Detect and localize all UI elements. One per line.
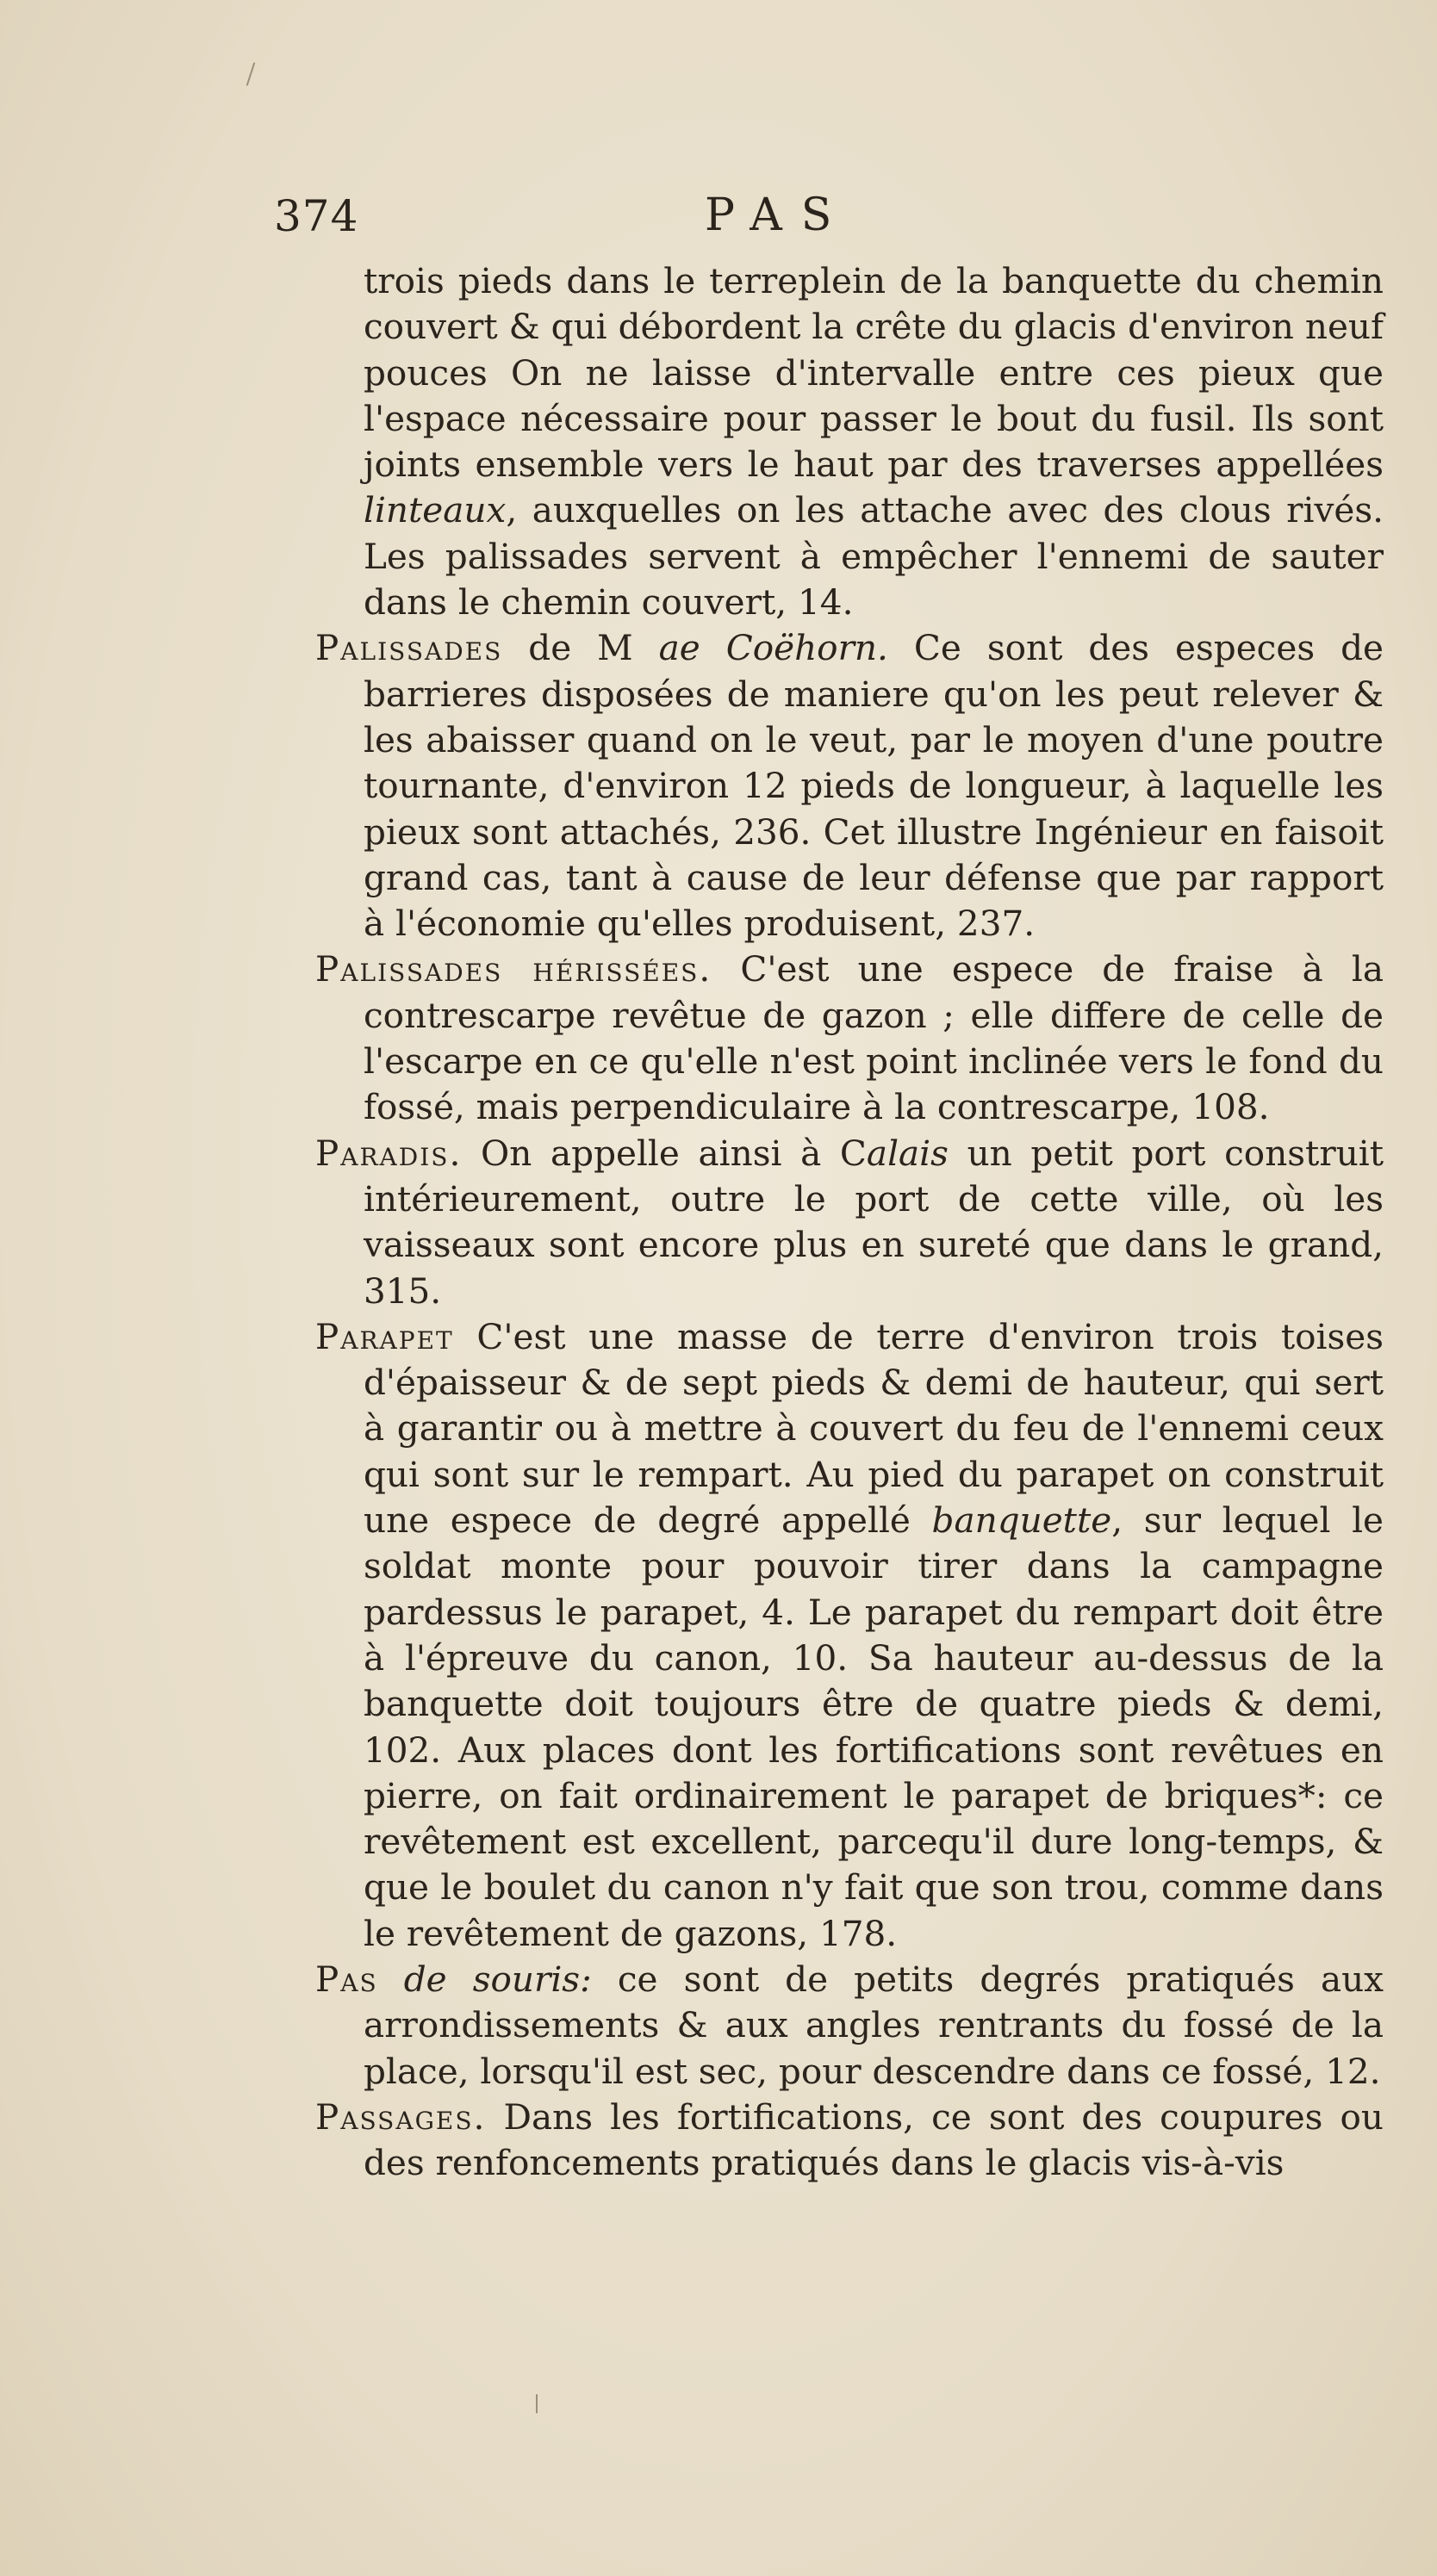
entry-term: Palissades hérissées.: [315, 948, 712, 990]
entry-palissades-herissees: Palissades hérissées. C'est une espece de fraise à la contrescarpe revêtue de gazon ; elle differe de celle de l'escarpe en ce qu'elle n'est point inclinée vers le fond du fossé, mais perpendiculaire à la contrescarpe, 108.: [315, 948, 1384, 1128]
entry-term: Passages.: [315, 2095, 487, 2138]
entry-term: Paradis.: [315, 1132, 463, 1174]
page-body: [315, 258, 1384, 2186]
page-number: 374: [274, 191, 359, 241]
entry-passages: Passages. Dans les fortifications, ce sont des coupures ou des renfoncements pratiqués dans le glacis vis-à-vis: [315, 2095, 1384, 2184]
entry-continuation: trois pieds dans le terreplein de la banquette du chemin couvert & qui débordent la crête du glacis d'environ neuf pouces On ne laisse d'intervalle entre ces pieux que l'espace nécessaire pour passer le bout du fusil. Ils sont joints ensemble vers le haut par des traverses appellées linteaux, auxquelles on les attache avec des clous rivés. Les palissades servent à empêcher l'ennemi de sauter dans le chemin couvert, 14.: [364, 260, 1384, 624]
entry-paradis: Paradis. On appelle ainsi à Calais un petit port construit intérieurement, outre le port de cette ville, où les vaisseaux sont encore plus en sureté que dans le grand, 315.: [315, 1132, 1384, 1312]
entry-palissades-coehorn: Palissades de M ae Coëhorn. Ce sont des especes de barrieres disposées de maniere qu'on les peut relever & les abaisser quand on le veut, par le moyen d'une poutre tournante, d'environ 12 pieds de longueur, à laquelle les pieux sont attachés, 236. Cet illustre Ingénieur en faisoit grand cas, tant à cause de leur défense que par rapport à l'économie qu'elles produisent, 237.: [315, 627, 1384, 945]
margin-mark: [246, 62, 256, 85]
page-header: [274, 191, 1385, 251]
entry-term: Parapet: [315, 1315, 454, 1357]
entry-parapet: Parapet C'est une masse de terre d'environ trois toises d'épaisseur & de sept pieds & demi de hauteur, qui sert à garantir ou à mettre à couvert du feu de l'ennemi ceux qui sont sur le rempart. Au pied du parapet on construit une espece de degré appellé banquette, sur lequel le soldat monte pour pouvoir tirer dans la campagne pardessus le parapet, 4. Le parapet du rempart doit être à l'épreuve du canon, 10. Sa hauteur au-dessus de la banquette doit toujours être de quatre pieds & demi, 102. Aux places dont les fortifications sont revêtues en pierre, on fait ordinairement le parapet de briques*: ce revêtement est excellent, parcequ'il dure long-temps, & que le boulet du canon n'y fait que son trou, comme dans le revêtement de gazons, 178.: [315, 1315, 1384, 1954]
running-head: PAS: [705, 189, 851, 241]
margin-mark: [536, 2394, 538, 2413]
entry-pas-de-souris: Pas de souris: ce sont de petits degrés pratiqués aux arrondissements & aux angles rentrants du fossé de la place, lorsqu'il est sec, pour descendre dans ce fossé, 12.: [315, 1958, 1384, 2092]
entry-term: Palissades: [315, 627, 503, 669]
entry-term: Pas: [315, 1958, 378, 2000]
